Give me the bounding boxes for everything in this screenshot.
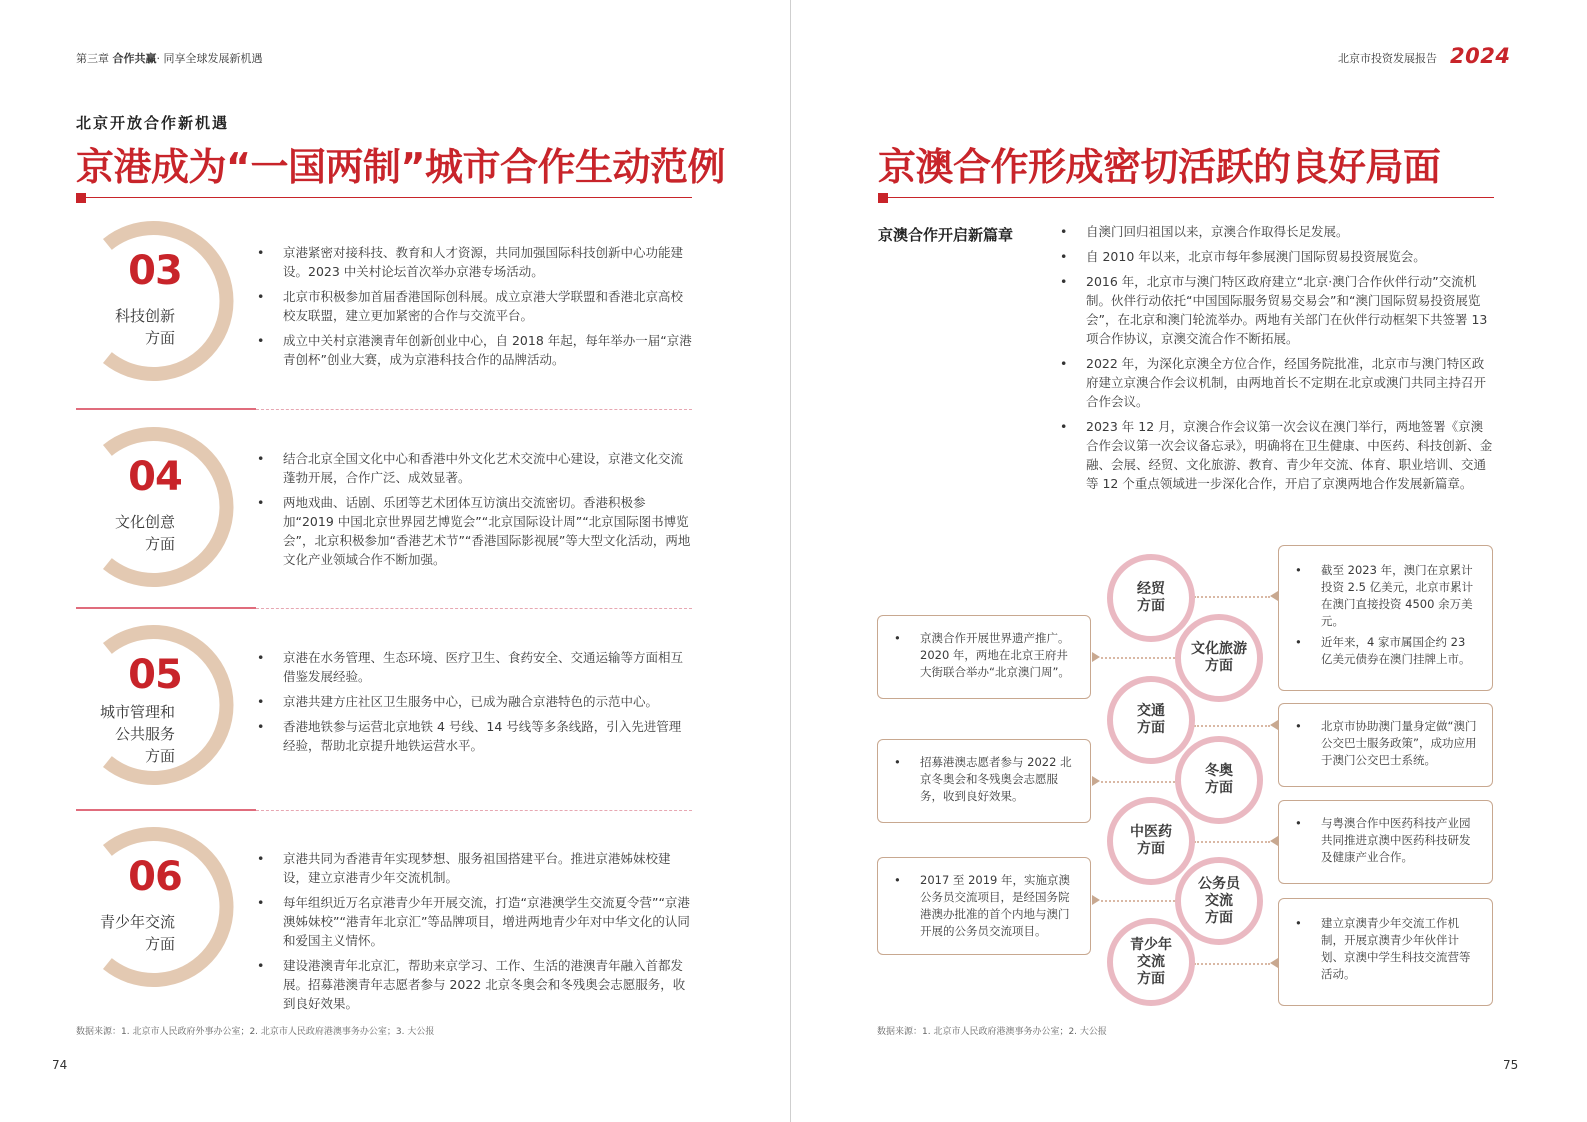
list-item: • 招募港澳志愿者参与 2022 北京冬奥会和冬残奥会志愿服务，收到良好效果。	[894, 754, 1078, 805]
right-data-source: 数据来源：1. 北京市人民政府港澳事务办公室；2. 大公报	[877, 1027, 1107, 1037]
list-item: • 建立京澳青少年交流工作机制，开展京澳青少年伙伴计划、京澳中学生科技交流营等活动。	[1295, 915, 1480, 983]
circle-culture-tourism	[1175, 614, 1263, 702]
section-label-line: 方面	[144, 747, 175, 765]
section-label-05	[70, 701, 175, 767]
connector-dotted-line	[1194, 841, 1270, 843]
circle-label-line: 方面	[1205, 658, 1233, 674]
section-separator-dotted	[256, 608, 692, 609]
chapter-header	[76, 50, 263, 66]
circle-civil-servant	[1175, 857, 1263, 945]
right-main-bullets	[1060, 222, 1495, 499]
connector-arrow	[1092, 895, 1100, 905]
connector-dotted-line	[1101, 900, 1179, 902]
section-ring-04	[72, 424, 238, 590]
circle-trade	[1107, 554, 1195, 642]
section-number-06: 06	[128, 854, 182, 900]
section-label-line: 方面	[144, 535, 175, 553]
section-label-line: 方面	[144, 935, 175, 953]
info-box-youth	[1278, 898, 1493, 1006]
section-number-03: 03	[128, 248, 182, 294]
circle-label-line: 文化旅游	[1191, 641, 1247, 657]
section-label-06	[70, 911, 175, 955]
left-title-rule-marker	[76, 193, 86, 203]
section-label-line: 科技创新	[114, 307, 175, 325]
list-item: • 香港地铁参与运营北京地铁 4 号线、14 号线等多条线路，引入先进管理经验，帮助北京提升地铁运营水平。	[257, 717, 692, 755]
right-title-rule-marker	[878, 193, 888, 203]
circle-label-line: 方面	[1137, 720, 1165, 736]
list-item: • 京港共建方庄社区卫生服务中心，已成为融合京港特色的示范中心。	[257, 692, 692, 711]
info-box-heritage	[877, 615, 1091, 699]
circle-label-line: 方面	[1137, 598, 1165, 614]
connector-dotted-line	[1194, 963, 1270, 965]
info-box-trade	[1278, 545, 1493, 691]
section-separator-dotted	[256, 409, 692, 410]
section-number-05: 05	[128, 652, 182, 698]
circle-label-line: 青少年	[1130, 936, 1172, 953]
circle-label-line: 交流	[1205, 892, 1233, 909]
circle-label-line: 中医药	[1130, 824, 1172, 840]
section-ring-06	[72, 824, 238, 990]
circle-transport	[1107, 676, 1195, 764]
list-item: • 2016 年，北京市与澳门特区政府建立“北京·澳门合作伙伴行动”交流机制。伙伴行动依托“中国国际服务贸易交易会”和“澳门国际贸易投资展览会”，在北京和澳门轮流举办。两地有关部门在伙伴行动框架下共签署 13 项合作协议，京澳交流合作不断拓展。	[1060, 272, 1495, 348]
section-bullets-03	[257, 243, 692, 375]
circle-label-line: 方面	[1205, 780, 1233, 796]
list-item: • 近年来，4 家市属国企约 23 亿美元债券在澳门挂牌上市。	[1295, 634, 1480, 668]
circle-label-line: 公务员	[1198, 875, 1240, 892]
circle-label-line: 冬奥	[1205, 763, 1233, 779]
section-label-line: 青少年交流	[99, 913, 175, 931]
list-item: • 每年组织近万名京港青少年开展交流，打造“京港澳学生交流夏令营”“京港澳姊妹校”“港青年北京汇”等品牌项目，增进两地青少年对中华文化的认同和爱国主义情怀。	[257, 893, 692, 950]
connector-arrow	[1092, 652, 1100, 662]
info-box-tcm	[1278, 800, 1493, 884]
connector-arrow	[1270, 591, 1278, 601]
connector-arrow	[1270, 958, 1278, 968]
section-ring-03	[72, 218, 238, 384]
page-fold	[790, 0, 791, 1122]
chapter-number: 第三章	[76, 52, 109, 65]
section-label-line: 文化创意	[114, 513, 175, 531]
page-number-left: 74	[52, 1058, 68, 1072]
info-box-transport	[1278, 703, 1493, 787]
section-bullets-04	[257, 449, 692, 575]
section-separator-dotted	[256, 810, 692, 811]
connector-dotted-line	[1194, 596, 1270, 598]
list-item: • 北京市积极参加首届香港国际创科展。成立京港大学联盟和香港北京高校校友联盟，建立更加紧密的合作与交流平台。	[257, 287, 692, 325]
circle-label-line: 经贸	[1137, 581, 1165, 597]
circle-label-line: 交流	[1137, 953, 1165, 970]
list-item: • 2022 年，为深化京澳全方位合作，经国务院批准，北京市与澳门特区政府建立京澳合作会议机制，由两地首长不定期在北京或澳门共同主持召开合作会议。	[1060, 354, 1495, 411]
left-kicker: 北京开放合作新机遇	[76, 114, 230, 132]
section-label-04	[80, 511, 175, 555]
connector-dotted-line	[1194, 725, 1270, 727]
list-item: • 成立中关村京港澳青年创新创业中心，自 2018 年起，每年举办一届“京港青创杯”创业大赛，成为京港科技合作的品牌活动。	[257, 331, 692, 369]
list-item: • 两地戏曲、话剧、乐团等艺术团体互访演出交流密切。香港积极参加“2019 中国北京世界园艺博览会”“北京国际设计周”“北京国际图书博览会”，北京积极参加“香港艺术节”“香港国际影视展”等大型文化活动，两地文化产业领域合作不断加强。	[257, 493, 692, 569]
connector-arrow	[1092, 776, 1100, 786]
list-item: • 建设港澳青年北京汇，帮助来京学习、工作、生活的港澳青年融入首都发展。招募港澳青年志愿者参与 2022 北京冬奥会和冬残奥会志愿服务，收到良好效果。	[257, 956, 692, 1013]
list-item: • 京港紧密对接科技、教育和人才资源，共同加强国际科技创新中心功能建设。2023 中关村论坛首次举办京港专场活动。	[257, 243, 692, 281]
list-item: • 与粤澳合作中医药科技产业园共同推进京澳中医药科技研发及健康产业合作。	[1295, 815, 1480, 866]
list-item: • 截至 2023 年，澳门在京累计投资 2.5 亿美元，北京市累计在澳门直接投资 4500 余万美元。	[1295, 562, 1480, 630]
circle-label-line: 方面	[1205, 909, 1233, 926]
connector-dotted-line	[1101, 781, 1179, 783]
circle-label-line: 交通	[1137, 703, 1165, 719]
section-label-line: 方面	[144, 329, 175, 347]
connector-arrow	[1270, 836, 1278, 846]
circle-youth	[1107, 918, 1195, 1006]
info-box-winter-olympics	[877, 739, 1091, 823]
list-item: • 结合北京全国文化中心和香港中外文化艺术交流中心建设，京港文化交流蓬勃开展，合作广泛、成效显著。	[257, 449, 692, 487]
section-separator	[76, 408, 256, 410]
circle-label-line: 方面	[1137, 841, 1165, 857]
circle-tcm	[1107, 797, 1195, 885]
left-title-rule	[76, 197, 692, 198]
list-item: • 京港在水务管理、生态环境、医疗卫生、食药安全、交通运输等方面相互借鉴发展经验。	[257, 648, 692, 686]
connector-arrow	[1270, 720, 1278, 730]
circle-label-line: 方面	[1137, 970, 1165, 987]
left-page-title: 京港成为“一国两制”城市合作生动范例	[76, 145, 725, 189]
list-item: • 北京市协助澳门量身定做“澳门公交巴士服务政策”，成功应用于澳门公交巴士系统。	[1295, 718, 1480, 769]
section-label-line: 公共服务	[114, 725, 175, 743]
list-item: • 京澳合作开展世界遗产推广。2020 年，两地在北京王府井大街联合举办“北京澳门周”。	[894, 630, 1078, 681]
left-data-source: 数据来源：1. 北京市人民政府外事办公室；2. 北京市人民政府港澳事务办公室；3. 大公报	[76, 1027, 435, 1037]
section-label-line: 城市管理和	[99, 703, 175, 721]
section-number-04: 04	[128, 454, 182, 500]
report-name: 北京市投资发展报告	[1338, 52, 1437, 65]
section-bullets-05	[257, 648, 692, 761]
section-separator	[76, 607, 256, 609]
page-number-right: 75	[1503, 1058, 1519, 1072]
list-item: • 自 2010 年以来，北京市每年参展澳门国际贸易投资展览会。	[1060, 247, 1495, 266]
right-page-title: 京澳合作形成密切活跃的良好局面	[878, 145, 1441, 189]
list-item: • 2023 年 12 月，京澳合作会议第一次会议在澳门举行，两地签署《京澳合作会议第一次会议备忘录》，明确将在卫生健康、中医药、科技创新、金融、会展、经贸、文化旅游、教育、青少年交流、体育、职业培训、交通等 12 个重点领域进一步深化合作，开启了京澳两地合作发展新篇章。	[1060, 417, 1495, 493]
right-title-rule	[878, 197, 1494, 198]
info-box-civil-servant	[877, 857, 1091, 955]
connector-dotted-line	[1101, 657, 1179, 659]
list-item: • 2017 至 2019 年，实施京澳公务员交流项目，是经国务院港澳办批准的首个内地与澳门开展的公务员交流项目。	[894, 872, 1078, 940]
list-item: • 京港共同为香港青年实现梦想、服务祖国搭建平台。推进京港姊妹校建设，建立京港青少年交流机制。	[257, 849, 692, 887]
right-sub-heading: 京澳合作开启新篇章	[878, 226, 1014, 244]
section-separator	[76, 809, 256, 811]
list-item: • 自澳门回归祖国以来，京澳合作取得长足发展。	[1060, 222, 1495, 241]
report-year-logo: 2024	[1450, 44, 1511, 68]
chapter-title-bold: 合作共赢	[112, 52, 157, 65]
circle-winter-olympics	[1175, 736, 1263, 824]
section-label-03	[80, 305, 175, 349]
chapter-title-suffix: · 同享全球发展新机遇	[156, 52, 263, 65]
section-bullets-06	[257, 849, 692, 1019]
